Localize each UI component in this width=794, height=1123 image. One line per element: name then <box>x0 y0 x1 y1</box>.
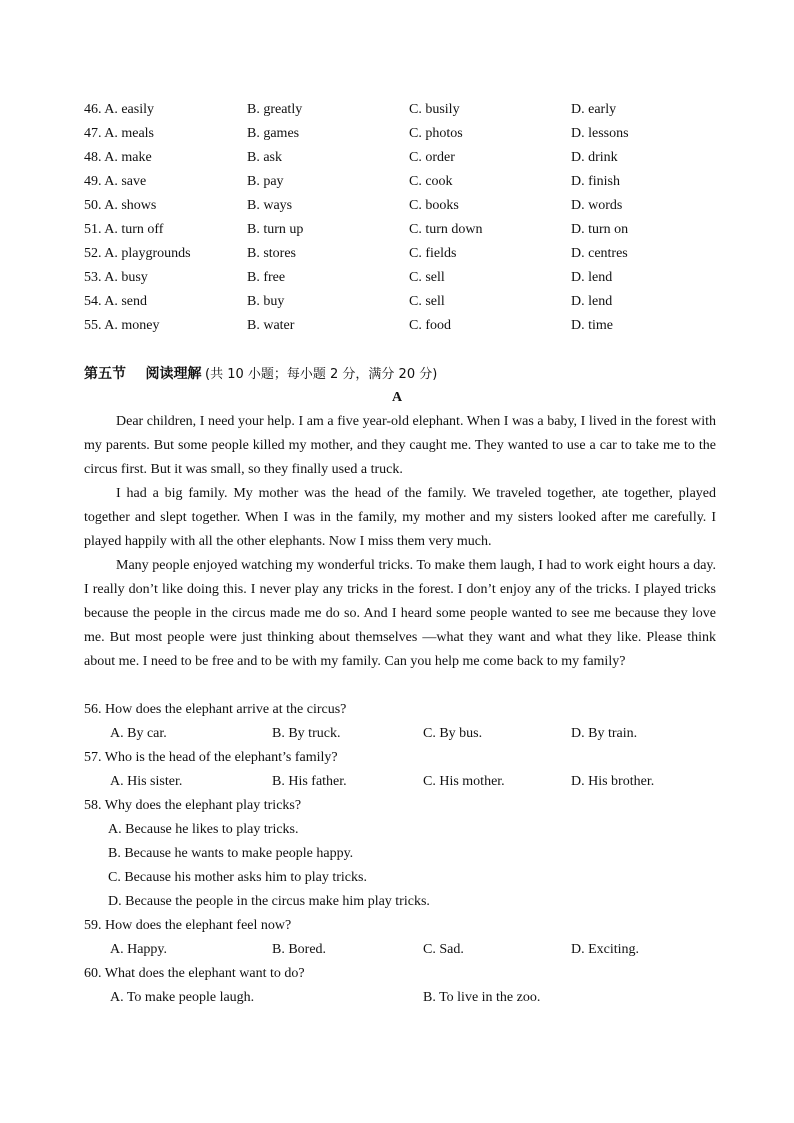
passage-paragraph: Dear children, I need your help. I am a five year-old elephant. When I was a baby, I lived in the forest with my parents. But some people killed my mother, and they caught me. They wanted to use a car to take me to the circus first. But it was small, so they finally used a truck. <box>84 414 716 477</box>
option-d: D. Because the people in the circus make him play tricks. <box>108 894 430 909</box>
question-options <box>110 938 730 962</box>
option-d: D. time <box>571 318 613 333</box>
option-b: B. pay <box>247 174 284 189</box>
option-d: D. lessons <box>571 126 629 141</box>
option-a: 52. A. playgrounds <box>84 246 191 261</box>
option-a: 55. A. money <box>84 318 160 333</box>
option-a: A. Because he likes to play tricks. <box>108 822 299 837</box>
option-a: A. Happy. <box>110 942 168 957</box>
option-c: C. sell <box>409 270 445 285</box>
option-b: B. Bored. <box>272 942 327 957</box>
option-d: D. turn on <box>571 222 629 237</box>
option-b: B. greatly <box>247 102 303 117</box>
option-a: 51. A. turn off <box>84 222 164 237</box>
option-b: B. buy <box>247 294 285 309</box>
cloze-option-row <box>84 170 724 194</box>
option-b: B. ask <box>247 150 282 165</box>
cloze-option-row <box>84 218 724 242</box>
option-a: 46. A. easily <box>84 102 154 117</box>
option-d: D. His brother. <box>571 774 655 789</box>
option-d: D. early <box>571 102 617 117</box>
question-options <box>110 770 730 794</box>
option-d: D. lend <box>571 294 613 309</box>
option-a: 48. A. make <box>84 150 152 165</box>
cloze-option-row <box>84 122 724 146</box>
passage-paragraph: Many people enjoyed watching my wonderful tricks. To make them laugh, I had to work eight hours a day. I really don’t like doing this. I never play any tricks in the forest. I don’t enjoy any of the tricks. I played tricks because the people in the circus made me do so. And I heard some people wanted to see me because they love me. But most people were just thinking about themselves —what they want and what they like. Please think about me. I need to be free and to be with my family. Can you help me come back to my family? <box>84 558 716 669</box>
option-a: A. By car. <box>110 726 167 741</box>
option-c: C. fields <box>409 246 457 261</box>
option-d: D. Exciting. <box>571 942 640 957</box>
question-stem: 59. How does the elephant feel now? <box>84 918 292 933</box>
section-number: 第五节 <box>84 366 126 382</box>
option-b: B. games <box>247 126 300 141</box>
question-stem: 56. How does the elephant arrive at the circus? <box>84 702 347 717</box>
cloze-option-row <box>84 266 724 290</box>
option-a: A. To make people laugh. <box>110 990 255 1005</box>
option-c: C. order <box>409 150 455 165</box>
option-c: C. sell <box>409 294 445 309</box>
passage-paragraph: I had a big family. My mother was the head of the family. We traveled together, ate together, played together and slept together. When I was in the family, my mother and my sisters looked after me carefully. I played happily with all the other elephants. Now I miss them very much. <box>84 486 716 549</box>
passage-title: A <box>391 390 403 405</box>
option-c: C. photos <box>409 126 463 141</box>
option-c: C. books <box>409 198 459 213</box>
cloze-option-row <box>84 242 724 266</box>
option-c: C. His mother. <box>423 774 505 789</box>
option-c: C. cook <box>409 174 453 189</box>
cloze-option-row <box>84 146 724 170</box>
cloze-option-row <box>84 290 724 314</box>
question-stem: 58. Why does the elephant play tricks? <box>84 798 302 813</box>
question-options <box>110 986 730 1010</box>
option-a: 47. A. meals <box>84 126 154 141</box>
option-c: C. food <box>409 318 451 333</box>
option-c: C. Sad. <box>423 942 464 957</box>
option-d: D. centres <box>571 246 628 261</box>
section-note: (共 10 小题；每小题 2 分，满分 20 分) <box>205 367 438 382</box>
cloze-option-row <box>84 98 724 122</box>
option-a: 49. A. save <box>84 174 147 189</box>
option-b: B. By truck. <box>272 726 341 741</box>
option-a: A. His sister. <box>110 774 183 789</box>
option-b: B. water <box>247 318 295 333</box>
option-c: C. Because his mother asks him to play tricks. <box>108 870 367 885</box>
option-c: C. turn down <box>409 222 483 237</box>
option-b: B. free <box>247 270 286 285</box>
cloze-option-row <box>84 194 724 218</box>
question-stem: 60. What does the elephant want to do? <box>84 966 305 981</box>
option-d: D. words <box>571 198 623 213</box>
option-b: B. stores <box>247 246 296 261</box>
question-stem: 57. Who is the head of the elephant’s family? <box>84 750 338 765</box>
option-a: 50. A. shows <box>84 198 157 213</box>
cloze-option-row <box>84 314 724 338</box>
option-c: C. By bus. <box>423 726 483 741</box>
option-d: D. By train. <box>571 726 638 741</box>
question-options <box>110 722 730 746</box>
option-a: 54. A. send <box>84 294 147 309</box>
option-b: B. To live in the zoo. <box>423 990 541 1005</box>
passage-body <box>84 410 716 674</box>
section-heading <box>84 362 437 386</box>
option-d: D. drink <box>571 150 618 165</box>
option-b: B. turn up <box>247 222 304 237</box>
option-b: B. ways <box>247 198 293 213</box>
option-a: 53. A. busy <box>84 270 148 285</box>
option-d: D. lend <box>571 270 613 285</box>
option-b: B. Because he wants to make people happy. <box>108 846 354 861</box>
option-d: D. finish <box>571 174 620 189</box>
option-b: B. His father. <box>272 774 347 789</box>
section-title: 阅读理解 <box>145 366 202 382</box>
option-c: C. busily <box>409 102 460 117</box>
